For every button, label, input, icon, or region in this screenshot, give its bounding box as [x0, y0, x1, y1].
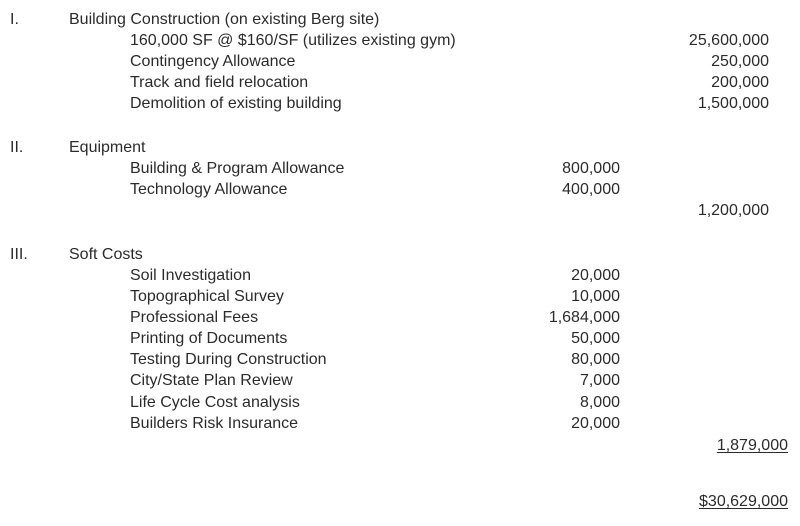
line-item-label: 160,000 SF @ $160/SF (utilizes existing gym)	[130, 32, 456, 49]
line-item-label: Contingency Allowance	[130, 53, 296, 70]
line-item-label: Topographical Survey	[130, 288, 284, 305]
line-item-label: Demolition of existing building	[130, 95, 342, 112]
line-item-amount: 25,600,000	[688, 32, 769, 49]
line-item-label: Builders Risk Insurance	[130, 415, 299, 432]
section-2-numeral: II.	[10, 139, 24, 156]
line-item-amount: 50,000	[571, 330, 620, 347]
section-3-subtotal: 1,879,000	[716, 437, 788, 454]
line-item-amount: 7,000	[579, 372, 620, 389]
line-item-amount: 20,000	[571, 267, 620, 284]
section-3-numeral: III.	[10, 246, 28, 263]
grand-total: $30,629,000	[699, 493, 788, 510]
section-2-title: Equipment	[69, 139, 146, 156]
line-item-label: Track and field relocation	[130, 74, 309, 91]
line-item-amount: 20,000	[571, 415, 620, 432]
line-item-amount: 400,000	[562, 181, 620, 198]
line-item-amount: 80,000	[571, 351, 620, 368]
line-item-label: Testing During Construction	[130, 351, 327, 368]
line-item-label: City/State Plan Review	[130, 372, 293, 389]
line-item-label: Building & Program Allowance	[130, 160, 345, 177]
line-item-amount: 10,000	[571, 288, 620, 305]
line-item-amount: 250,000	[711, 53, 769, 70]
line-item-amount: 1,500,000	[697, 95, 769, 112]
line-item-amount: 8,000	[579, 394, 620, 411]
section-1-title: Building Construction (on existing Berg site)	[69, 11, 380, 28]
line-item-label: Life Cycle Cost analysis	[130, 394, 300, 411]
section-3-title: Soft Costs	[69, 246, 143, 263]
line-item-amount: 1,684,000	[548, 309, 620, 326]
line-item-label: Technology Allowance	[130, 181, 288, 198]
section-2-subtotal: 1,200,000	[697, 202, 769, 219]
line-item-label: Professional Fees	[130, 309, 259, 326]
line-item-label: Printing of Documents	[130, 330, 288, 347]
line-item-amount: 200,000	[711, 74, 769, 91]
line-item-amount: 800,000	[562, 160, 620, 177]
line-item-label: Soil Investigation	[130, 267, 251, 284]
section-1-numeral: I.	[10, 11, 19, 28]
